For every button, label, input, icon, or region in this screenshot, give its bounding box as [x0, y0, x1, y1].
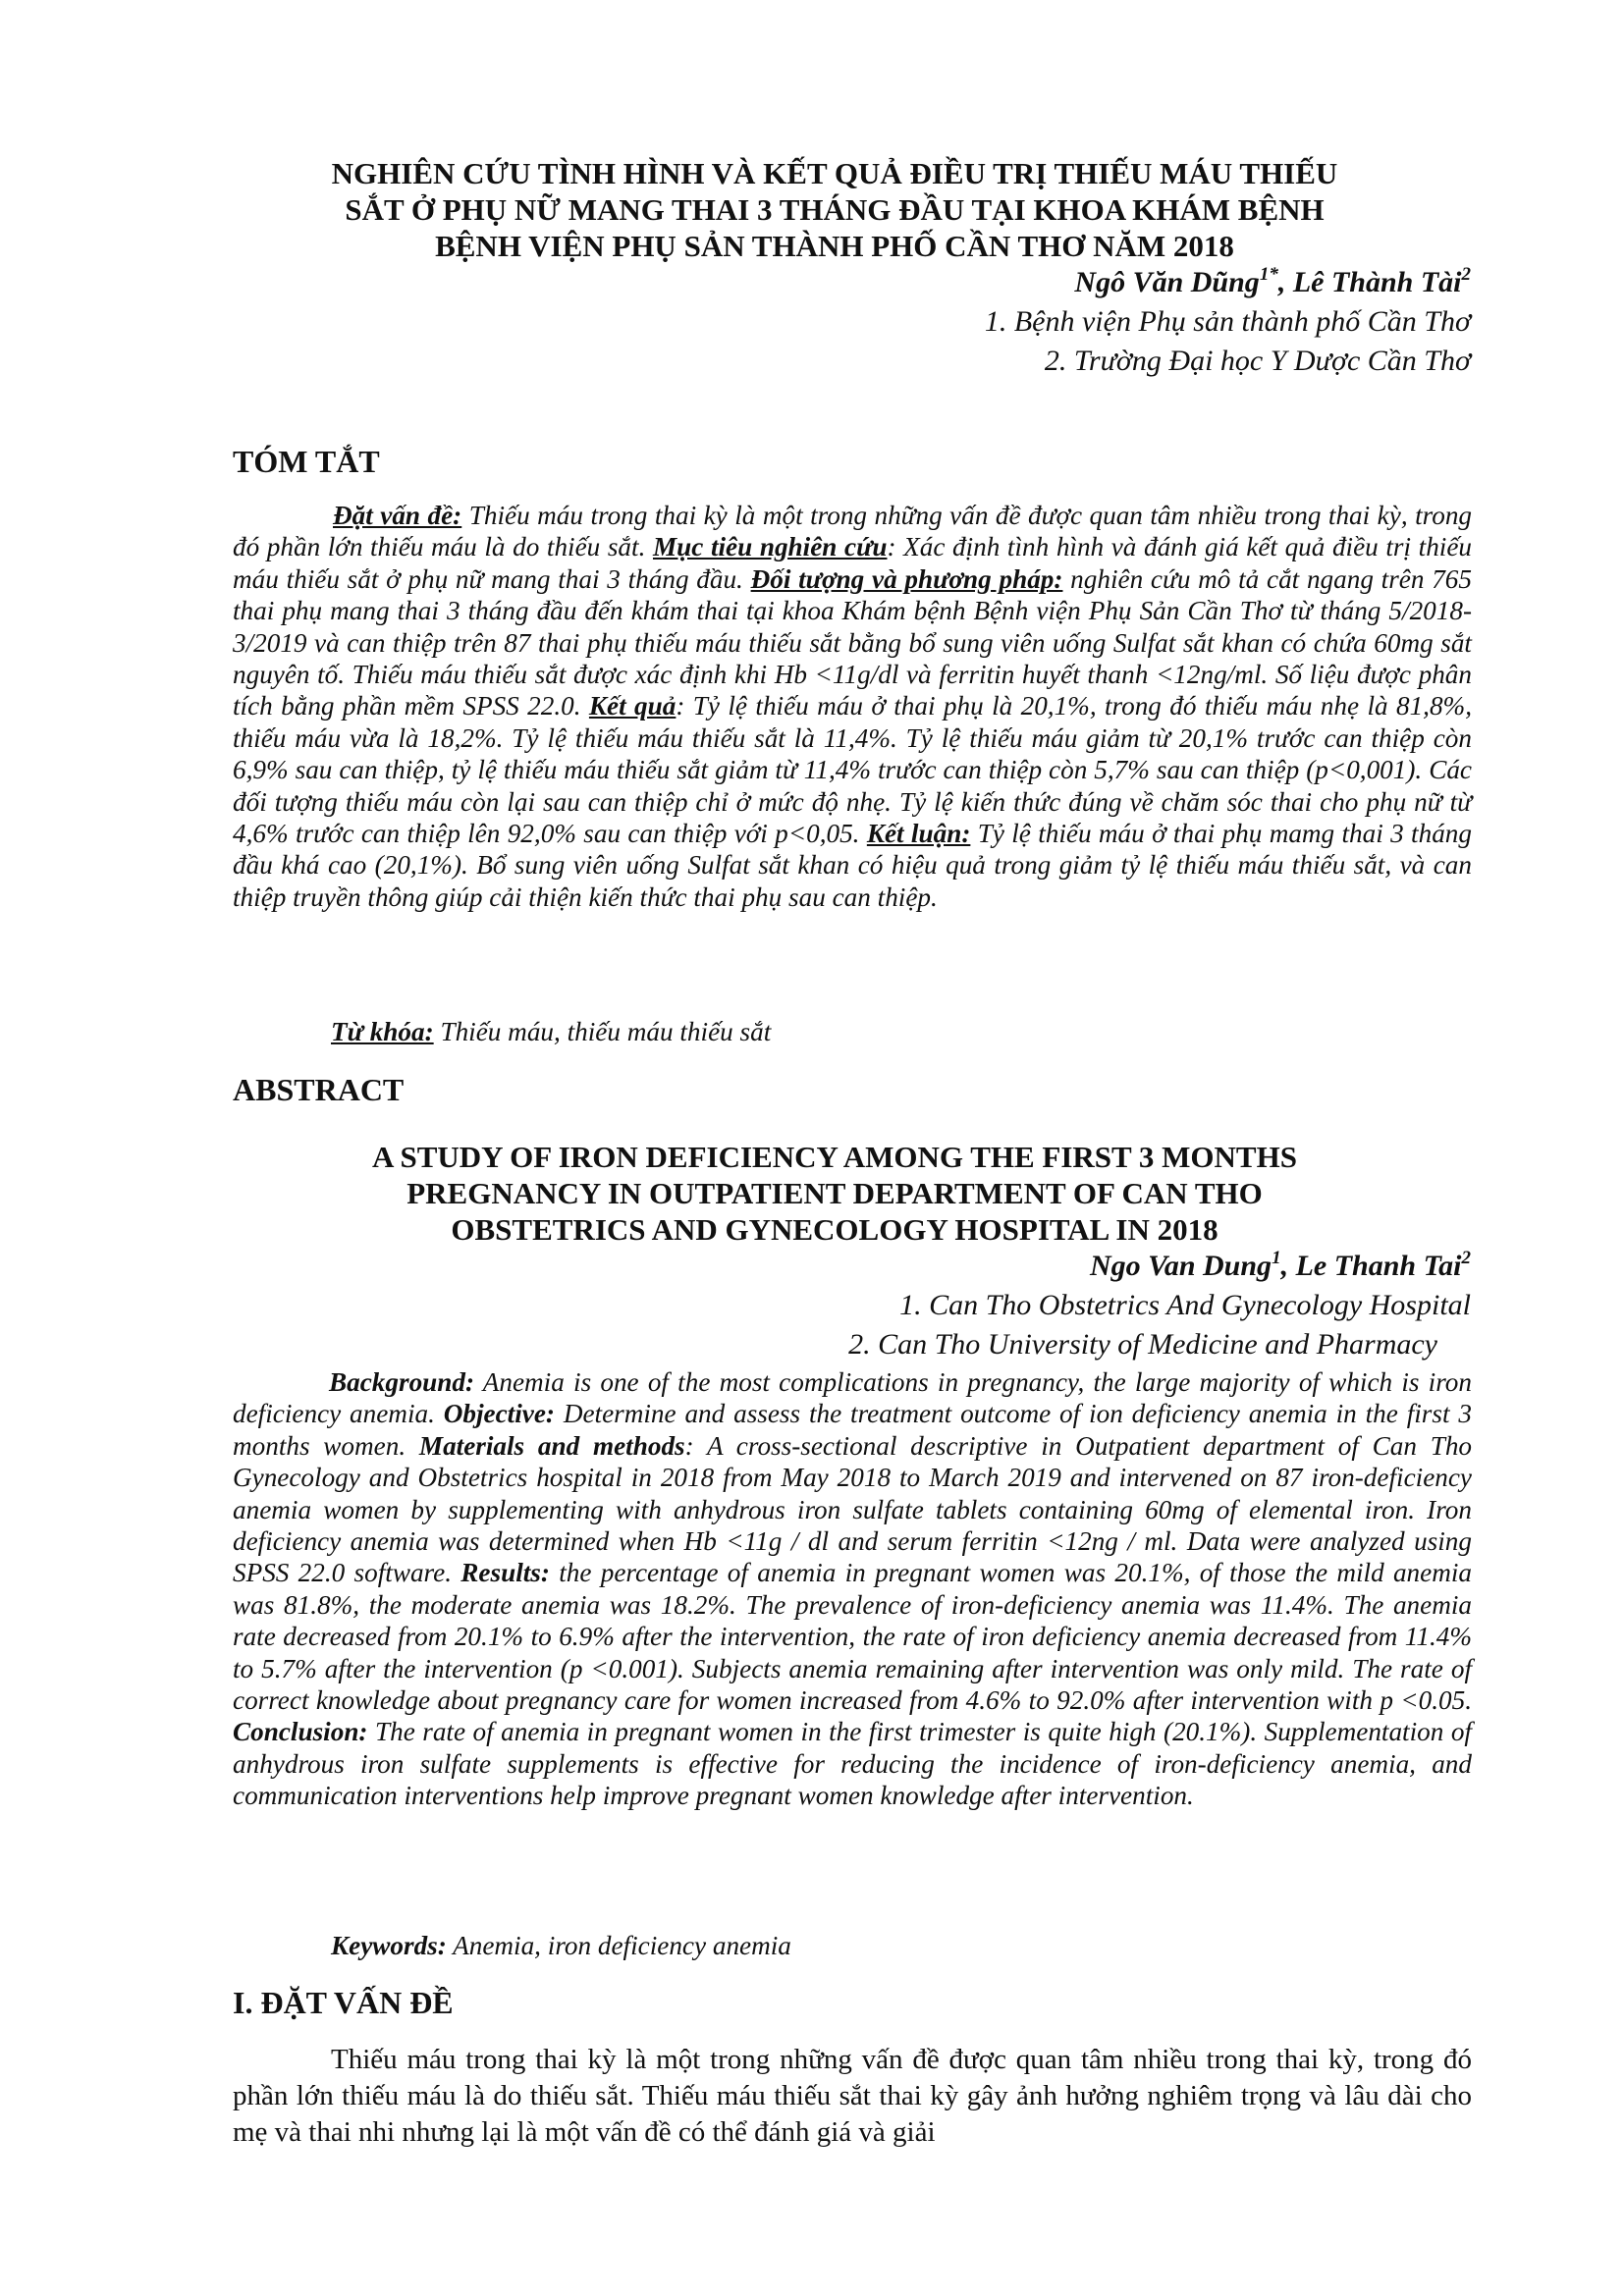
vn-keywords-text: Thiếu máu, thiếu máu thiếu sắt — [433, 1017, 772, 1046]
en-abstract-heading: ABSTRACT — [233, 1072, 405, 1107]
vn-authors — [985, 263, 1471, 302]
vn-label-results: Kết quả — [588, 691, 677, 721]
vn-author-1-sup: 1* — [1259, 264, 1278, 285]
en-title-line-2: PREGNANCY IN OUTPATIENT DEPARTMENT OF CAN THO — [406, 1176, 1263, 1210]
en-author-2-sup: 2 — [1461, 1248, 1471, 1268]
en-author-2: Le Thanh Tai — [1295, 1250, 1462, 1282]
en-author-1-sup: 1 — [1272, 1248, 1281, 1268]
vn-author-1: Ngô Văn Dũng — [1074, 266, 1260, 298]
en-text-results: the percentage of anemia in pregnant women was 20.1%, of those the mild anemia was 81.8%, the moderate anemia was 18.2%. The prevalence of iron-deficiency anemia was 11.4%. The anemia rate decreased from 20.1% to 6.9% after the intervention, the rate of iron deficiency anemia decreased from 11.4% to 5.7% after the intervention (p <0.001). Subjects anemia remaining after intervention was only mild. The rate of correct knowledge about pregnancy care for women increased from 4.6% to 92.0% after intervention with p <0.05. — [233, 1558, 1472, 1716]
vn-keywords-label: Từ khóa: — [331, 1017, 434, 1046]
en-authors-block — [1090, 1247, 1471, 1286]
vn-text-objective: : Xác định tình hình và đánh giá kết quả điều trị thiếu máu thiếu sắt ở phụ nữ mang thai 3 tháng đầu. — [233, 532, 1473, 594]
vn-author-sep: , — [1277, 266, 1293, 298]
vn-label-background: Đặt vấn đề: — [333, 501, 462, 530]
vn-summary-paragraph — [233, 500, 1472, 913]
vn-author-2-sup: 2 — [1461, 264, 1471, 285]
vn-text-background: Thiếu máu trong thai kỳ là một trong những vấn đề được quan tâm nhiều trong thai kỳ, trong đó phần lớn thiếu máu là do thiếu sắt. — [233, 501, 1473, 562]
vn-text-methods: nghiên cứu mô tả cắt ngang trên 765 thai phụ mang thai 3 tháng đầu đến khám thai tại khoa Khám bệnh Bệnh viện Phụ Sản Cần Thơ từ tháng 5/2018-3/2019 và can thiệp trên 87 thai phụ thiếu máu thiếu sắt bằng bổ sung viên uống Sulfat sắt khan có chứa 60mg sắt nguyên tố. Thiếu máu thiếu sắt được xác định khi Hb <11g/dl và ferritin huyết thanh <12ng/ml. Số liệu được phân tích bằng phần mềm SPSS 22.0. — [233, 563, 1472, 721]
intro-text: Thiếu máu trong thai kỳ là một trong những vấn đề được quan tâm nhiều trong thai kỳ, trong đó phần lớn thiếu máu là do thiếu sắt. Thiếu máu thiếu sắt thai kỳ gây ảnh hưởng nghiêm trọng và lâu dài cho mẹ và thai nhi nhưng lại là một vấn đề có thể đánh giá và giải — [233, 2044, 1472, 2148]
vn-label-methods: Đối tượng và phương pháp: — [750, 563, 1063, 594]
en-label-objective: Objective: — [443, 1399, 555, 1429]
en-label-methods: Materials and methods — [418, 1430, 685, 1461]
vn-title — [226, 155, 1443, 264]
vn-text-results: : Tỷ lệ thiếu máu ở thai phụ là 20,1%, trong đó thiếu máu nhẹ là 81,8%, thiếu máu vừa là 18,2%. Tỷ lệ thiếu máu thiếu sắt là 11,4%. Tỷ lệ thiếu máu giảm từ 20,1% trước can thiệp còn 6,9% sau can thiệp, tỷ lệ thiếu máu thiếu sắt giảm từ 11,4% trước can thiệp còn 5,7% sau can thiệp (p<0,001). Các đối tượng thiếu máu còn lại sau can thiệp chỉ ở mức độ nhẹ. Tỷ lệ kiến thức đúng về chăm sóc thai cho phụ nữ từ 4,6% trước can thiệp lên 92,0% sau can thiệp với p<0,05. — [233, 691, 1472, 849]
vn-title-line-3: BỆNH VIỆN PHỤ SẢN THÀNH PHỐ CẦN THƠ NĂM 2018 — [435, 229, 1234, 263]
en-author-1: Ngo Van Dung — [1089, 1250, 1272, 1282]
en-label-results: Results: — [460, 1558, 550, 1588]
en-keywords-label: Keywords: — [331, 1931, 447, 1960]
en-text-methods: : A cross-sectional descriptive in Outpatient department of Can Tho Gynecology and Obstetrics hospital in 2018 from May 2018 to March 2019 and intervened on 87 iron-deficiency anemia women by supplementing with anhydrous iron sulfate tablets containing 60mg of elemental iron. Iron deficiency anemia was determined when Hb <11g / dl and serum ferritin <12ng / ml. Data were analyzed using SPSS 22.0 software. — [233, 1430, 1473, 1588]
en-title-line-1: A STUDY OF IRON DEFICIENCY AMONG THE FIRST 3 MONTHS — [372, 1140, 1297, 1174]
intro-heading: I. ĐẶT VẤN ĐỀ — [233, 1985, 454, 2020]
vn-summary-heading: TÓM TẮT — [233, 444, 380, 479]
vn-affiliation-1: 1. Bệnh viện Phụ sản thành phố Cần Thơ — [984, 305, 1471, 338]
vn-label-objective: Mục tiêu nghiên cứu — [652, 532, 888, 562]
en-title-line-3: OBSTETRICS AND GYNECOLOGY HOSPITAL IN 2018 — [451, 1212, 1218, 1247]
en-title — [226, 1139, 1443, 1248]
vn-affiliation-2: 2. Trường Đại học Y Dược Cần Thơ — [1044, 345, 1471, 377]
en-keywords — [331, 1931, 791, 1961]
en-keywords-text: Anemia, iron deficiency anemia — [446, 1931, 791, 1960]
en-author-sep: , — [1280, 1250, 1296, 1282]
vn-authors-block — [985, 263, 1471, 381]
en-label-background: Background: — [329, 1367, 475, 1397]
en-text-conclusion: The rate of anemia in pregnant women in the first trimester is quite high (20.1%). Supplementation of anhydrous iron sulfate supplements is effective for reducing the incidence of iron-deficiency anemia, and communication interventions help improve pregnant women knowledge after intervention. — [233, 1717, 1472, 1811]
vn-label-conclusion: Kết luận: — [866, 819, 971, 849]
en-affiliation-1: 1. Can Tho Obstetrics And Gynecology Hospital — [899, 1289, 1471, 1321]
en-label-conclusion: Conclusion: — [233, 1717, 368, 1747]
en-authors — [1090, 1247, 1471, 1286]
en-abstract-paragraph — [233, 1366, 1472, 1812]
en-text-objective: Determine and assess the treatment outcome of ion deficiency anemia in the first 3 months women. — [233, 1399, 1472, 1461]
vn-text-conclusion: Tỷ lệ thiếu máu ở thai phụ mamg thai 3 tháng đầu khá cao (20,1%). Bổ sung viên uống Sulfat sắt khan có hiệu quả trong giảm tỷ lệ thiếu máu thiếu sắt, và can thiệp truyền thông giúp cải thiện kiến thức thai phụ sau can thiệp. — [233, 819, 1472, 912]
vn-title-line-1: NGHIÊN CỨU TÌNH HÌNH VÀ KẾT QUẢ ĐIỀU TRỊ THIẾU MÁU THIẾU — [331, 156, 1338, 190]
vn-author-2: Lê Thành Tài — [1292, 266, 1462, 298]
en-text-background: Anemia is one of the most complications in pregnancy, the large majority of which is iron deficiency anemia. — [233, 1367, 1472, 1429]
vn-title-line-2: SẮT Ở PHỤ NỮ MANG THAI 3 THÁNG ĐẦU TẠI KHOA KHÁM BỆNH — [345, 192, 1325, 227]
intro-paragraph — [233, 2042, 1472, 2151]
vn-keywords — [331, 1017, 771, 1047]
en-affiliation-2: 2. Can Tho University of Medicine and Pharmacy — [848, 1328, 1437, 1361]
